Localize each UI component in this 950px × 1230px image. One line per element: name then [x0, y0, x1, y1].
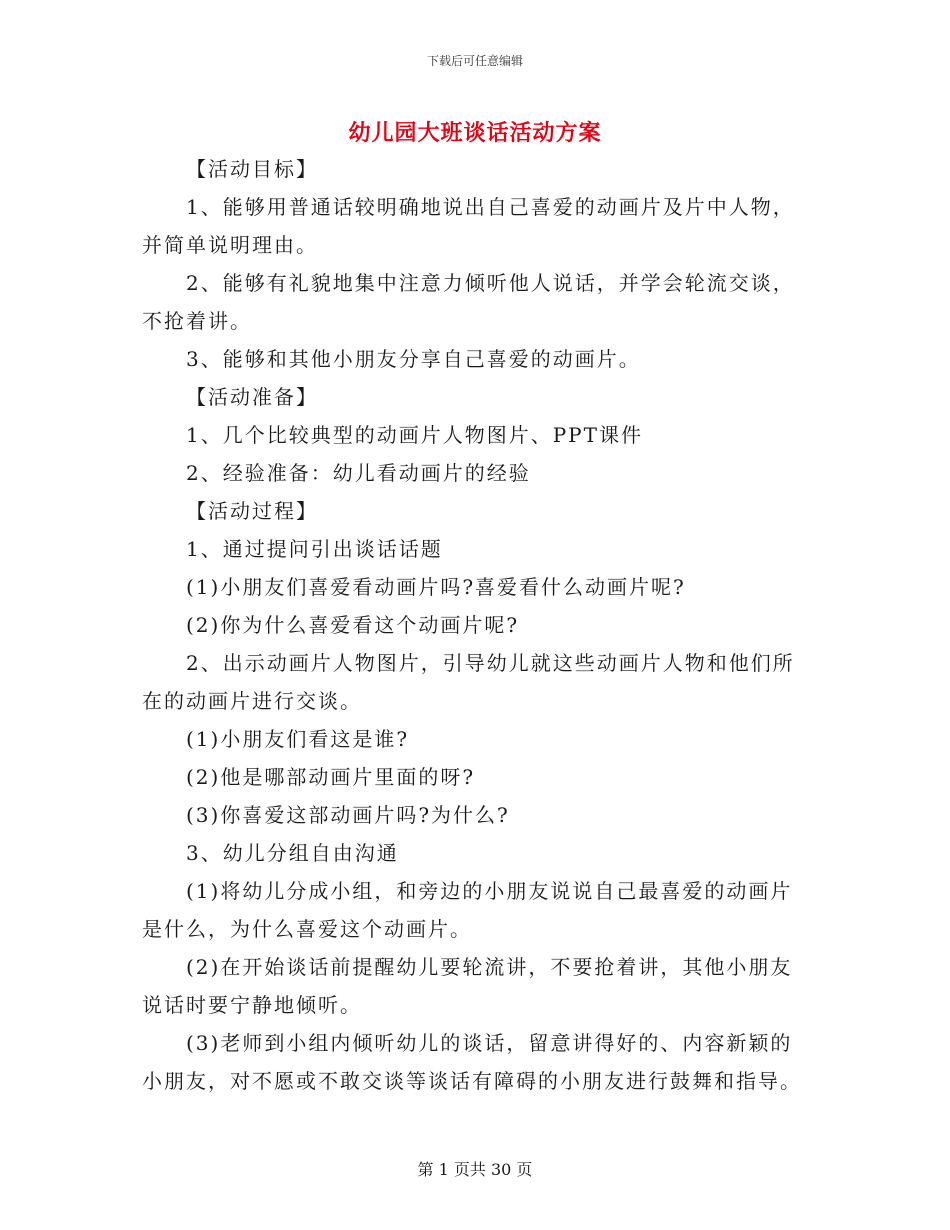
- paragraph: 1、通过提问引出谈话话题: [186, 537, 443, 561]
- document-title: 幼儿园大班谈话活动方案: [348, 120, 602, 146]
- document-body: [142, 150, 808, 1100]
- paragraph: 3、幼儿分组自由沟通: [186, 841, 399, 865]
- paragraph: 2、经验准备：幼儿看动画片的经验: [186, 461, 531, 485]
- paragraph: (2)你为什么喜爱看这个动画片呢?: [186, 613, 520, 637]
- section-heading-goals: 【活动目标】: [186, 157, 318, 181]
- page-header: 下载后可任意编辑: [426, 54, 523, 68]
- section-heading-preparation: 【活动准备】: [186, 385, 318, 409]
- paragraph: (2)在开始谈话前提醒幼儿要轮流讲，不要抢着讲，其他小朋友说话时要宁静地倾听。: [142, 955, 793, 1017]
- paragraph: 2、能够有礼貌地集中注意力倾听他人说话，并学会轮流交谈，不抢着讲。: [142, 271, 795, 333]
- paragraph: (1)小朋友们看这是谁?: [186, 727, 410, 751]
- paragraph: (2)他是哪部动画片里面的呀?: [186, 765, 476, 789]
- paragraph: (3)你喜爱这部动画片吗?为什么?: [186, 803, 510, 827]
- paragraph: 1、几个比较典型的动画片人物图片、PPT课件: [186, 423, 643, 447]
- paragraph: 3、能够和其他小朋友分享自己喜爱的动画片。: [186, 347, 641, 371]
- paragraph: 1、能够用普通话较明确地说出自己喜爱的动画片及片中人物，并简单说明理由。: [142, 195, 795, 257]
- paragraph: (3)老师到小组内倾听幼儿的谈话，留意讲得好的、内容新颖的小朋友，对不愿或不敢交谈等谈话有障碍的小朋友进行鼓舞和指导。: [142, 1031, 802, 1093]
- paragraph: 2、出示动画片人物图片，引导幼儿就这些动画片人物和他们所在的动画片进行交谈。: [142, 651, 795, 713]
- paragraph: (1)小朋友们喜爱看动画片吗?喜爱看什么动画片呢?: [186, 575, 686, 599]
- section-heading-process: 【活动过程】: [186, 499, 318, 523]
- page-footer: 第 1 页共 30 页: [417, 1160, 533, 1179]
- paragraph: (1)将幼儿分成小组，和旁边的小朋友说说自己最喜爱的动画片是什么，为什么喜爱这个动画片。: [142, 879, 793, 941]
